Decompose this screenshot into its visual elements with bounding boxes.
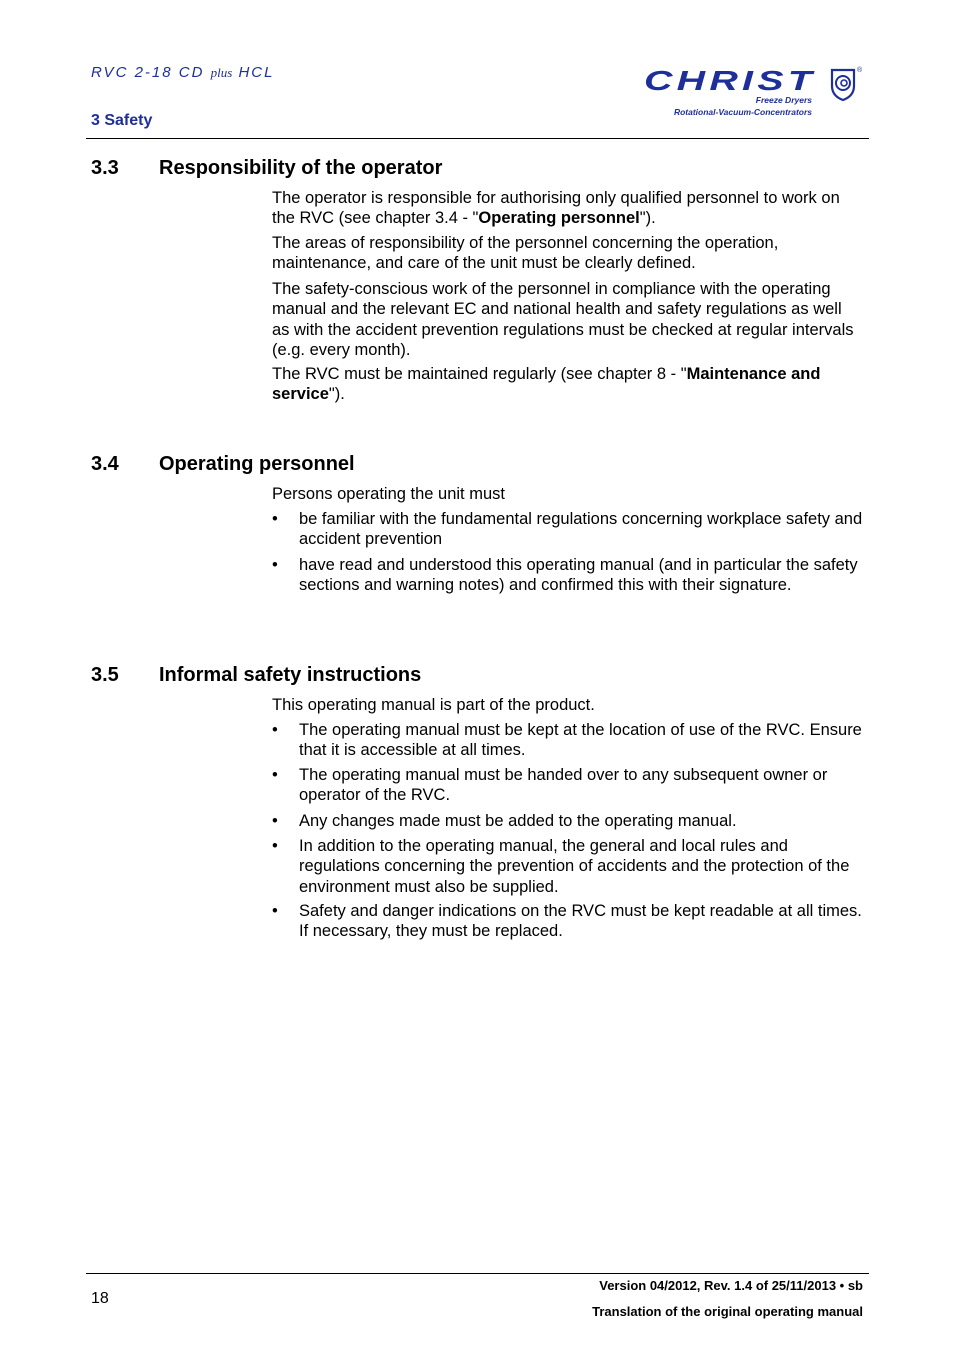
paragraph: The operator is responsible for authorising only qualified personnel to work on the RVC (see chapter 3.4 - "Operating personnel"). <box>272 189 840 228</box>
translation-note: Translation of the original operating manual <box>592 1304 863 1319</box>
footer-divider <box>86 1273 869 1274</box>
bullet-icon: • <box>272 766 278 784</box>
logo-brand: CHRIST <box>644 65 816 96</box>
intro-text: Persons operating the unit must <box>272 485 505 503</box>
section-number: 3.5 <box>91 664 119 686</box>
model-name <box>91 64 274 81</box>
paragraph: The safety-conscious work of the personnel in compliance with the operating manual and the relevant EC and national health and safety regulations as well as with the accident prevention regulations must be checked at regular intervals (e.g. every month). <box>272 280 854 359</box>
section-title: Operating personnel <box>159 453 355 475</box>
bullet-icon: • <box>272 837 278 855</box>
bullet-icon: • <box>272 812 278 830</box>
section-number: 3.3 <box>91 157 119 179</box>
bullet-icon: • <box>272 510 278 528</box>
header-divider <box>86 138 869 139</box>
page-number: 18 <box>91 1290 109 1307</box>
intro-text: This operating manual is part of the product. <box>272 696 595 714</box>
registered-mark: ® <box>857 67 863 74</box>
logo-tagline-2: Rotational-Vacuum-Concentrators <box>673 107 812 117</box>
paragraph: The areas of responsibility of the personnel concerning the operation, maintenance, and care of the unit must be clearly defined. <box>272 234 779 273</box>
cross-reference: Operating personnel <box>478 209 640 228</box>
paragraph: The RVC must be maintained regularly (see chapter 8 - "Maintenance and service"). <box>272 365 821 404</box>
chapter-label: 3 Safety <box>91 112 153 129</box>
cross-reference: Maintenance and service <box>272 365 821 404</box>
logo-tagline-1: Freeze Dryers <box>755 95 812 105</box>
section-title: Informal safety instructions <box>159 664 422 686</box>
version-info: Version 04/2012, Rev. 1.4 of 25/11/2013 • sb <box>599 1278 863 1293</box>
bullet-icon: • <box>272 902 278 920</box>
model-suffix: HCL <box>238 64 275 81</box>
section-number: 3.4 <box>91 453 119 475</box>
bullet-icon: • <box>272 556 278 574</box>
model-plus: plus <box>210 65 233 80</box>
spiral-emblem-icon <box>832 70 854 100</box>
bullet-icon: • <box>272 721 278 739</box>
section-title: Responsibility of the operator <box>159 157 443 179</box>
christ-logo <box>644 64 864 120</box>
model-prefix: RVC 2-18 CD <box>91 64 205 81</box>
